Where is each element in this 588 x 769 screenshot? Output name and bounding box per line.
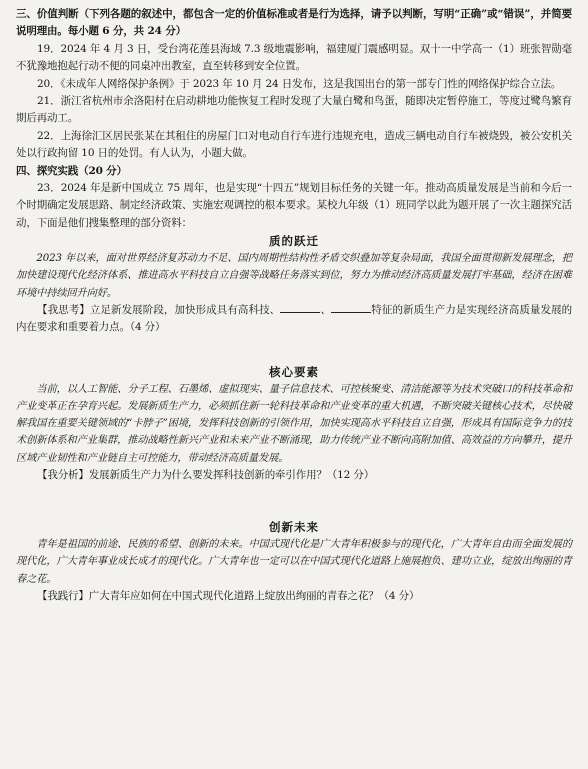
material-title-3: 创新未来 [269,520,319,535]
material-quote-1: 2023 年以来，面对世界经济复苏动力不足、国内周期性结构性矛盾交织叠加等复杂局面，我国全面贯彻新发展理念，把加快建设现代化经济体系、推进高水平科技自立自强等战略任务落实到位，努力为推动经济高质量发展打牢基础，经济在困难环境中持续回升向好。 [16,253,572,299]
question-21: 21．浙江省杭州市余洛阳村在启动耕地功能恢复工程时发现了大量白鹭和鸟蛋，随即决定暂停施工，等度过鹭鸟繁育期后再动工。 [16,95,572,125]
material-block-2 [16,363,572,484]
question-20: 20．《未成年人网络保护条例》于 2023 年 10 月 24 日发布，这是我国出台的第一部专门性的网络保护综合立法。 [37,77,562,90]
material-quote-2: 当前，以人工智能、分子工程、石墨烯、虚拟现实、量子信息技术、可控核聚变、清洁能源等为技术突破口的科技革命和产业变革正在孕育兴起。发展新质生产力，必须抓住新一轮科技革命和产业变革的重大机遇，不断突破关键核心技术，尽快破解我国在重要关键领域的“卡脖子”困境，发挥科技创新的引领作用，加快实现高水平科技自立自强，形成具有国际竞争力的技术创新体系和产业集群，推动战略性新兴产业和未来产业不断涌现，助力传统产业不断向高附加值、高效益的方向攀升，提升区域产业韧性和产业链自主可控能力，带动经济高质量发展。 [16,383,572,464]
section4-heading: 四、探究实践（20 分） [16,164,127,177]
answer-blank-1[interactable] [280,302,320,313]
spacer [16,484,572,518]
question-23-intro: 23．2024 年是新中国成立 75 周年，也是实现“十四五”规划目标任务的关键一年。推动高质量发展是当前和今后一个时期确定发展思路、制定经济政策、实施宏观调控的根本要求。某校九年级（1）班同学以此为题开展了一次主题探究活动，下面是他们搜集整理的部分资料： [16,182,572,229]
material-title-2: 核心要素 [269,364,319,379]
material-title-1: 质的跃迁 [269,234,319,249]
question-think-prefix: 【我思考】立足新发展阶段，加快形成具有高科技、 [37,303,281,316]
spacer [16,337,572,363]
material-block-3 [16,518,572,605]
question-analyze: 【我分析】发展新质生产力为什么要发挥科技创新的牵引作用？（12 分） [37,468,375,481]
material-quote-3: 青年是祖国的前途、民族的希望、创新的未来。中国式现代化是广大青年积极参与的现代化，广大青年自由而全面发展的现代化，广大青年事业成长成才的现代化。广大青年也一定可以在中国式现代化道路上施展抱负、建功立业，绽放出绚丽的青春之花。 [16,539,572,585]
question-think [16,302,572,337]
question-19: 19．2024 年 4 月 3 日，受台湾花莲县海域 7.3 级地震影响，福建厦门震感明显。双十一中学高一（1）班张智勋毫不犹豫地抱起行动不便的同桌冲出教室，直至转移到安全位置。 [16,42,572,73]
question-think-suffix: 特征的新质生产力是实现经济高质量发展的内在要求和重要着力点。（4 分） [16,303,572,334]
question-think-sep: 、 [320,303,332,316]
question-practice: 【我践行】广大青年应如何在中国式现代化道路上绽放出绚丽的青春之花？（4 分） [37,589,420,602]
material-block-1 [16,232,572,336]
answer-blank-2[interactable] [331,302,371,313]
question-22: 22．上海徐汇区居民张某在其租住的房屋门口对电动自行车进行违规充电，造成三辆电动自行车被烧毁，被公安机关处以行政拘留 10 日的处罚。有人认为，小题大做。 [16,129,572,160]
section3-heading: 三、价值判断（下列各题的叙述中，都包含一定的价值标准或者是行为选择，请予以判断，写明“正确”或“错误”，并简要说明理由。每小题 6 分，共 24 分） [16,8,572,38]
